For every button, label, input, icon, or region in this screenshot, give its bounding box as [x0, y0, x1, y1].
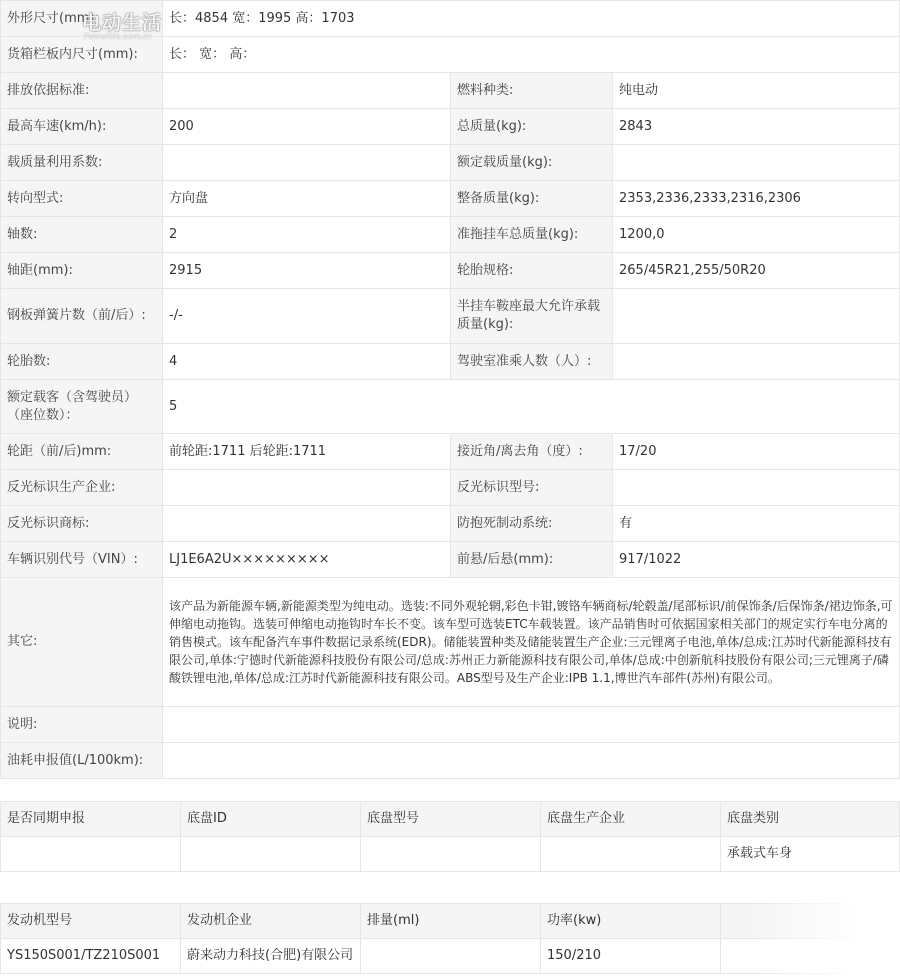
- param-label: 防抱死制动系统:: [451, 506, 613, 542]
- table-row: [1, 506, 900, 542]
- table-header-row: [1, 904, 900, 939]
- param-value: 200: [163, 109, 451, 145]
- table-cell: 蔚来动力科技(合肥)有限公司: [181, 939, 361, 974]
- watermark-text: 电动生活: [82, 12, 163, 34]
- table-row: [1, 73, 900, 109]
- table-row: [1, 380, 900, 434]
- param-value: 17/20: [613, 434, 900, 470]
- table-cell: [721, 939, 900, 974]
- param-label: 轮胎数:: [1, 344, 163, 380]
- param-label: 油耗申报值(L/100km):: [1, 743, 163, 779]
- param-label: 载质量利用系数:: [1, 145, 163, 181]
- column-header: 底盘生产企业: [541, 802, 721, 837]
- param-value: 长：4854 宽：1995 高：1703: [163, 1, 900, 37]
- param-label: 排放依据标准:: [1, 73, 163, 109]
- column-header: 发动机企业: [181, 904, 361, 939]
- param-value: [163, 470, 451, 506]
- other-notes-text: 该产品为新能源车辆,新能源类型为纯电动。选装:不同外观轮辋,彩色卡钳,镀铬车辆商标/轮毂盖/尾部标识/前保饰条/后保饰条/裙边饰条,可伸缩电动拖钩。选装可伸缩电动拖钩时车长不变。该车型可选装ETC车载装置。该产品销售时可依据国家相关部门的规定实行车电分离的销售模式。该车配备汽车事件数据记录系统(EDR)。储能装置种类及储能装置生产企业:三元锂离子电池,单体/总成:江苏时代新能源科技有限公司,单体:宁德时代新能源科技股份有限公司/总成:苏州正力新能源科技有限公司,单体/总成:中创新航科技股份有限公司;三元锂离子/磷酸铁锂电池,单体/总成:江苏时代新能源科技有限公司。ABS型号及生产企业:IPB 1.1,博世汽车部件(苏州)有限公司。: [163, 578, 900, 707]
- param-value: 2915: [163, 253, 451, 289]
- param-label: 反光标识生产企业:: [1, 470, 163, 506]
- param-value: 方向盘: [163, 181, 451, 217]
- watermark-subtext: Powerlife.com.cn: [84, 32, 153, 41]
- param-label: 整备质量(kg):: [451, 181, 613, 217]
- param-label: 货箱栏板内尺寸(mm):: [1, 37, 163, 73]
- table-row: [1, 344, 900, 380]
- table-row: [1, 253, 900, 289]
- param-value: 917/1022: [613, 542, 900, 578]
- param-value: [613, 470, 900, 506]
- table-row: [1, 1, 900, 37]
- table-header-row: [1, 802, 900, 837]
- param-label: 接近角/离去角（度）:: [451, 434, 613, 470]
- table-cell: [361, 939, 541, 974]
- param-label: 车辆识别代号（VIN）:: [1, 542, 163, 578]
- param-value: 前轮距:1711 后轮距:1711: [163, 434, 451, 470]
- table-cell: [181, 837, 361, 872]
- param-value: 纯电动: [613, 73, 900, 109]
- param-label: 燃料种类:: [451, 73, 613, 109]
- column-header: [721, 904, 900, 939]
- param-label: 准拖挂车总质量(kg):: [451, 217, 613, 253]
- param-label: 额定载客（含驾驶员）（座位数）：: [1, 380, 163, 434]
- param-value: 2: [163, 217, 451, 253]
- table-row: [1, 37, 900, 73]
- param-value: 265/45R21,255/50R20: [613, 253, 900, 289]
- param-value: LJ1E6A2U×××××××××: [163, 542, 451, 578]
- table-cell: [361, 837, 541, 872]
- table-row: [1, 145, 900, 181]
- table-row: [1, 542, 900, 578]
- table-cell: 150/210: [541, 939, 721, 974]
- param-value: [613, 145, 900, 181]
- param-value: [163, 145, 451, 181]
- table-row: [1, 289, 900, 344]
- column-header: 底盘类别: [721, 802, 900, 837]
- param-value: -/-: [163, 289, 451, 344]
- chassis-table: [0, 801, 900, 872]
- table-cell: YS150S001/TZ210S001: [1, 939, 181, 974]
- table-row: [1, 181, 900, 217]
- param-value: 有: [613, 506, 900, 542]
- table-row: [1, 434, 900, 470]
- column-header: 底盘ID: [181, 802, 361, 837]
- param-value: 1200,0: [613, 217, 900, 253]
- param-value: [613, 289, 900, 344]
- param-value: 4: [163, 344, 451, 380]
- param-value: [163, 506, 451, 542]
- param-label: 转向型式:: [1, 181, 163, 217]
- param-label: 轴距(mm):: [1, 253, 163, 289]
- param-label: 轴数:: [1, 217, 163, 253]
- table-row: [1, 707, 900, 743]
- table-row: [1, 578, 900, 707]
- param-value: [163, 73, 451, 109]
- table-cell: [1, 837, 181, 872]
- column-header: 是否同期申报: [1, 802, 181, 837]
- engine-table: [0, 903, 900, 974]
- param-value: [163, 707, 900, 743]
- table-row: [1, 837, 900, 872]
- param-value: 长： 宽： 高：: [163, 37, 900, 73]
- column-header: 发动机型号: [1, 904, 181, 939]
- param-value: [163, 743, 900, 779]
- table-row: [1, 470, 900, 506]
- param-label: 反光标识型号:: [451, 470, 613, 506]
- param-label: 驾驶室准乘人数（人）:: [451, 344, 613, 380]
- column-header: 排量(ml): [361, 904, 541, 939]
- param-value: 2843: [613, 109, 900, 145]
- param-label: 外形尺寸(mm):: [1, 1, 163, 37]
- table-cell: 承载式车身: [721, 837, 900, 872]
- table-row: [1, 109, 900, 145]
- param-value: 5: [163, 380, 900, 434]
- param-label: 最高车速(km/h):: [1, 109, 163, 145]
- param-label: 钢板弹簧片数（前/后）:: [1, 289, 163, 344]
- table-row: [1, 939, 900, 974]
- table-row: [1, 743, 900, 779]
- table-cell: [541, 837, 721, 872]
- param-label: 其它:: [1, 578, 163, 707]
- param-label: 轮距（前/后)mm:: [1, 434, 163, 470]
- param-label: 轮胎规格:: [451, 253, 613, 289]
- param-label: 说明:: [1, 707, 163, 743]
- param-label: 额定载质量(kg):: [451, 145, 613, 181]
- column-header: 底盘型号: [361, 802, 541, 837]
- param-label: 半挂车鞍座最大允许承载质量(kg):: [451, 289, 613, 344]
- param-label: 前悬/后悬(mm):: [451, 542, 613, 578]
- param-label: 总质量(kg):: [451, 109, 613, 145]
- param-value: [613, 344, 900, 380]
- param-value: 2353,2336,2333,2316,2306: [613, 181, 900, 217]
- column-header: 功率(kw): [541, 904, 721, 939]
- param-label: 反光标识商标:: [1, 506, 163, 542]
- table-row: [1, 217, 900, 253]
